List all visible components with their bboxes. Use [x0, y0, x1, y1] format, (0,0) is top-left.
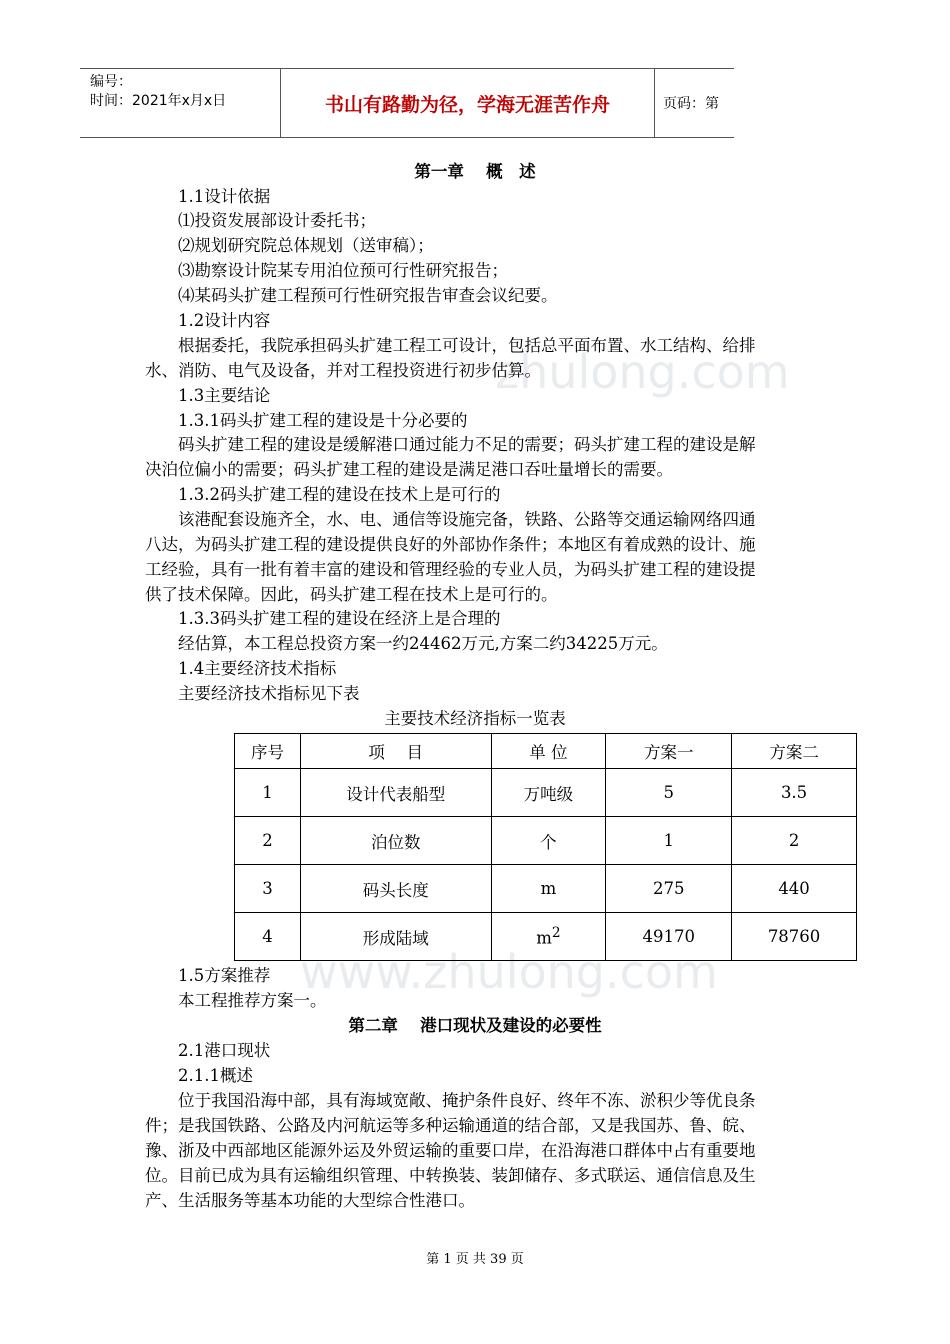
paragraph-line: 本工程推荐方案一。	[178, 991, 327, 1010]
list-item: ⑷某码头扩建工程预可行性研究报告审查会议纪要。	[178, 286, 558, 305]
table-header-cell: 项 目	[300, 734, 491, 769]
section-heading: 1.1设计依据	[178, 187, 271, 206]
paragraph-line: 主要经济技术指标见下表	[178, 684, 360, 703]
subsection-heading: 1.3.3码头扩建工程的建设在经济上是合理的	[178, 609, 501, 628]
subsection-heading: 2.1.1概述	[178, 1066, 253, 1085]
indicator-table	[234, 733, 857, 961]
table-row	[235, 817, 857, 865]
table-cell: 2	[235, 817, 301, 865]
paragraph-line: 产、生活服务等基本功能的大型综合性港口。	[145, 1191, 475, 1210]
table-cell: 275	[606, 865, 732, 913]
list-item: ⑶勘察设计院某专用泊位预可行性研究报告；	[178, 261, 508, 280]
header-page: 页码：第	[663, 96, 719, 112]
paragraph-line: 豫、浙及中西部地区能源外运及外贸运输的重要口岸，在沿海港口群体中占有重要地	[145, 1141, 756, 1160]
paragraph-line: 经估算，本工程总投资方案一约24462万元,方案二约34225万元。	[178, 634, 668, 653]
watermark: zhulong.com	[495, 345, 790, 399]
table-row	[235, 865, 857, 913]
paragraph-line: 码头扩建工程的建设是缓解港口通过能力不足的需要；码头扩建工程的建设是解	[178, 435, 756, 454]
paragraph-line: 供了技术保障。因此，码头扩建工程在技术上是可行的。	[145, 585, 558, 604]
chapter-title: 第一章 概 述	[414, 162, 536, 181]
table-header-row	[235, 734, 857, 769]
subsection-heading: 1.3.1码头扩建工程的建设是十分必要的	[178, 411, 468, 430]
paragraph-line: 件；是我国铁路、公路及内河航运等多种运输通道的结合部，又是我国苏、鲁、皖、	[145, 1116, 756, 1135]
paragraph-line: 位于我国沿海中部，具有海域宽敞、掩护条件良好、终年不冻、淤积少等优良条	[178, 1091, 756, 1110]
table-header-cell: 方案一	[606, 734, 732, 769]
section-heading: 2.1港口现状	[178, 1041, 271, 1060]
table-cell: 4	[235, 913, 301, 961]
table-cell: 2	[732, 817, 857, 865]
table-cell: 个	[491, 817, 606, 865]
paragraph-line: 决泊位偏小的需要；码头扩建工程的建设是满足港口吞吐量增长的需要。	[145, 460, 673, 479]
table-cell: 440	[732, 865, 857, 913]
table-cell: 3	[235, 865, 301, 913]
table-cell: 设计代表船型	[300, 769, 491, 817]
watermark: www.zhulong.com	[300, 945, 718, 999]
section-heading: 1.2设计内容	[178, 311, 271, 330]
table-cell: m	[491, 865, 606, 913]
page-footer: 第 1 页 共 39 页	[426, 1252, 524, 1267]
table-cell	[491, 913, 606, 961]
table-cell: 5	[606, 769, 732, 817]
table-cell: 3.5	[732, 769, 857, 817]
paragraph-line: 八达，为码头扩建工程的建设提供良好的外部协作条件；本地区有着成熟的设计、施	[145, 535, 756, 554]
section-heading: 1.5方案推荐	[178, 966, 271, 985]
header-motto: 书山有路勤为径，学海无涯苦作舟	[280, 69, 655, 137]
table-row	[235, 769, 857, 817]
section-heading: 1.4主要经济技术指标	[178, 659, 337, 678]
paragraph-line: 位。目前已成为具有运输组织管理、中转换装、装卸储存、多式联运、通信信息及生	[145, 1166, 756, 1185]
table-row	[235, 913, 857, 961]
table-header-cell: 序号	[235, 734, 301, 769]
page-header	[80, 68, 734, 138]
table-header-cell: 单 位	[491, 734, 606, 769]
paragraph-line: 工经验，具有一批有着丰富的建设和管理经验的专业人员，为码头扩建工程的建设提	[145, 560, 756, 579]
unit-superscript: 2	[551, 925, 561, 942]
paragraph-line: 该港配套设施齐全，水、电、通信等设施完备，铁路、公路等交通运输网络四通	[178, 510, 756, 529]
paragraph-line: 水、消防、电气及设备，并对工程投资进行初步估算。	[145, 361, 541, 380]
list-item: ⑴投资发展部设计委托书；	[178, 211, 376, 230]
header-number: 编号：	[90, 74, 132, 90]
header-meta	[80, 69, 280, 137]
chapter-title: 第二章 港口现状及建设的必要性	[348, 1016, 602, 1035]
table-cell: 1	[235, 769, 301, 817]
table-cell: 万吨级	[491, 769, 606, 817]
table-cell: 78760	[732, 913, 857, 961]
paragraph-line: 根据委托，我院承担码头扩建工程工可设计，包括总平面布置、水工结构、给排	[178, 336, 756, 355]
unit-text: m	[536, 928, 552, 948]
table-cell: 形成陆域	[300, 913, 491, 961]
table-cell: 泊位数	[300, 817, 491, 865]
list-item: ⑵规划研究院总体规划（送审稿）；	[178, 236, 434, 255]
table-cell: 49170	[606, 913, 732, 961]
table-caption: 主要技术经济指标一览表	[384, 709, 566, 728]
table-header-cell: 方案二	[732, 734, 857, 769]
header-time: 时间：2021年x月x日	[90, 93, 227, 109]
table-cell: 1	[606, 817, 732, 865]
table-cell: 码头长度	[300, 865, 491, 913]
section-heading: 1.3主要结论	[178, 386, 271, 405]
subsection-heading: 1.3.2码头扩建工程的建设在技术上是可行的	[178, 485, 501, 504]
